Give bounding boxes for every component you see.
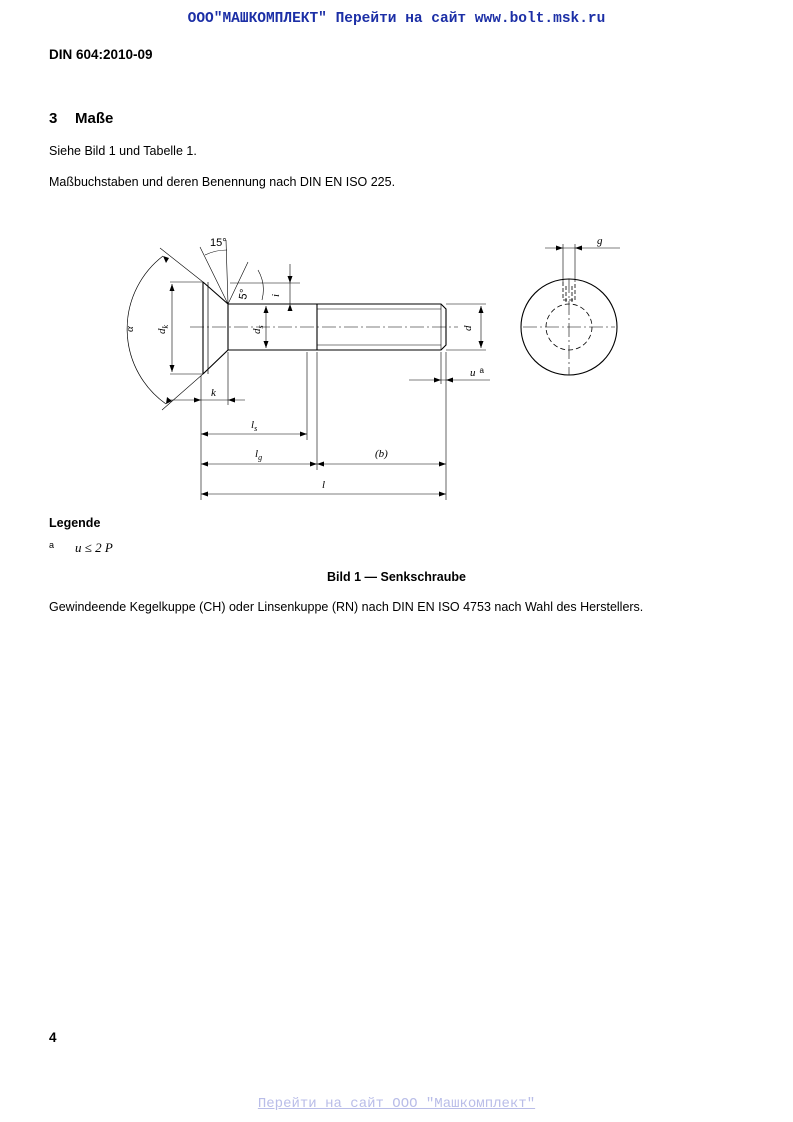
label-d: d [462,325,474,331]
footer-site-link[interactable]: Перейти на сайт ООО "Машкомплект" [257,1096,536,1112]
label-lg: $l_g$ [255,448,263,462]
label-dk: $d_k$ [156,324,170,334]
site-banner-link[interactable]: ООО"МАШКОМПЛЕКТ" Перейти на сайт www.bolt.msk.ru [187,11,606,27]
screw-thread [317,304,446,350]
label-b: (b) [375,448,388,460]
label-angle-15: 15° [210,237,227,249]
label-l: l [322,479,326,491]
label-k: k [211,387,216,399]
page-number: 4 [49,1030,57,1045]
section-number: 3 [49,110,58,127]
label-alpha: α [124,326,136,332]
label-ds: $d_s$ [251,325,265,334]
label-i: i [270,293,282,297]
label-angle-5: 5° [237,288,251,301]
label-u: u $^a$ [470,366,484,379]
standard-number: DIN 604:2010-09 [49,47,153,62]
footnote-marker: a [49,540,55,550]
label-ls: $l_s$ [251,419,258,433]
paragraph-thread-end: Gewindeende Kegelkuppe (CH) oder Linsenkuppe (RN) nach DIN EN ISO 4753 nach Wahl des Herstellers. [49,600,644,614]
label-g: g [597,235,603,247]
paragraph-see-figure: Siehe Bild 1 und Tabelle 1. [49,144,197,158]
paragraph-dimension-letters: Maßbuchstaben und deren Benennung nach DIN EN ISO 225. [49,175,396,189]
section-title: Maße [75,110,114,127]
legend-title: Legende [49,516,101,530]
figure-caption: Bild 1 — Senkschraube [327,570,466,584]
footnote-text: u ≤ 2 P [75,540,113,555]
